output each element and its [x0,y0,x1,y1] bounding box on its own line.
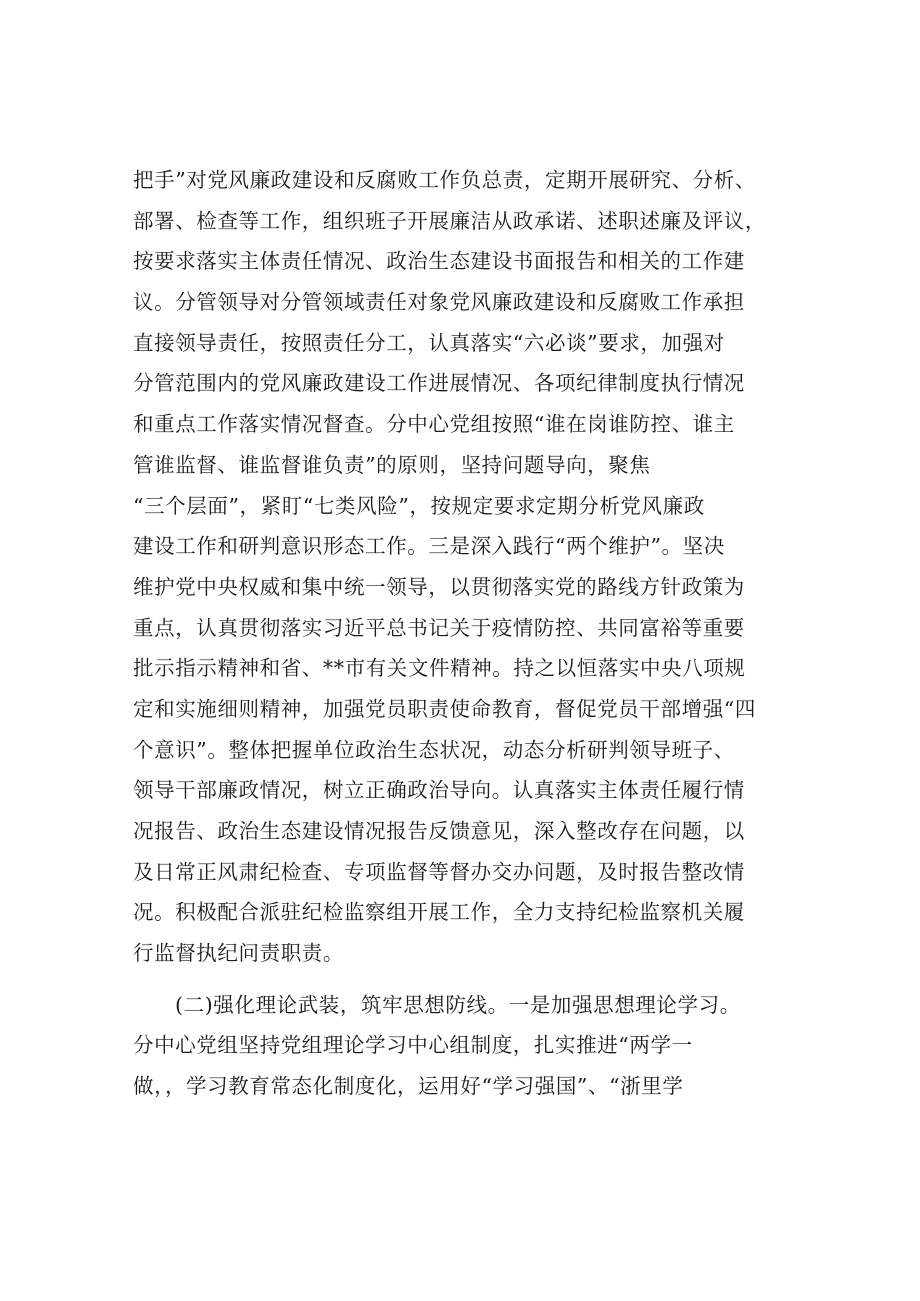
text-line: 做，，学习教育常态化制度化，运用好“学习强国”、“浙里学 [133,1074,684,1099]
body-text [133,160,823,1107]
text-line: 况报告、政治生态建设情况报告反馈意见，深入整改存在问题，以 [133,819,745,843]
text-line: 建设工作和研判意识形态工作。三是深入践行“两个维护”。坚决 [133,534,725,559]
text-line: 分管范围内的党风廉政建设工作进展情况、各项纪律制度执行情况 [133,371,745,396]
text-line: 管谁监督、谁监督谁负责”的原则，坚持问题导向，聚焦 [133,452,651,477]
text-line: 直接领导责任，按照责任分工，认真落实“六必谈”要求，加强对 [133,330,725,355]
text-line: 况。积极配合派驻纪检监察组开展工作，全力支持纪检监察机关履 [133,900,745,925]
text-line: 部署、检查等工作，组织班子开展廉洁从政承诺、述职述廉及评议， [133,208,766,233]
text-line: 按要求落实主体责任情况、政治生态建设书面报告和相关的工作建 [133,249,745,274]
text-line: 定和实施细则精神，加强党员职责使命教育，督促党员干部增强“四 [133,696,756,721]
text-line: 及日常正风肃纪检查、专项监督等督办交办问题，及时报告整改情 [133,859,745,884]
text-line: 把手”对党风廉政建设和反腐败工作负总责，定期开展研究、分析、 [133,168,756,192]
text-line: 维护党中央权威和集中统一领导，以贯彻落实党的路线方针政策为 [133,574,745,599]
text-line: 个意识”。整体把握单位政治生态状况，动态分析研判领导班子、 [133,737,735,762]
text-line: 和重点工作落实情况督查。分中心党组按照“谁在岗谁防控、谁主 [133,412,735,437]
text-line: 领导干部廉政情况，树立正确政治导向。认真落实主体责任履行情 [133,778,745,803]
text-line: 分中心党组坚持党组理论学习中心组制度，扎实推进“两学一 [133,1033,693,1058]
text-line: 议。分管领导对分管领域责任对象党风廉政建设和反腐败工作承担 [133,290,745,315]
text-line: 重点，认真贯彻落实习近平总书记关于疫情防控、共同富裕等重要 [133,615,745,640]
text-line: “三个层面”，紧盯“七类风险”，按规定要求定期分析党风廉政 [133,493,705,518]
section-heading-line: (二)强化理论武装，筑牢思想防线。一是加强思想理论学习。 [175,992,741,1017]
text-line: 批示指示精神和省、**市有关文件精神。持之以恒落实中央八项规 [133,656,746,681]
text-line: 行监督执纪问责职责。 [133,941,344,966]
